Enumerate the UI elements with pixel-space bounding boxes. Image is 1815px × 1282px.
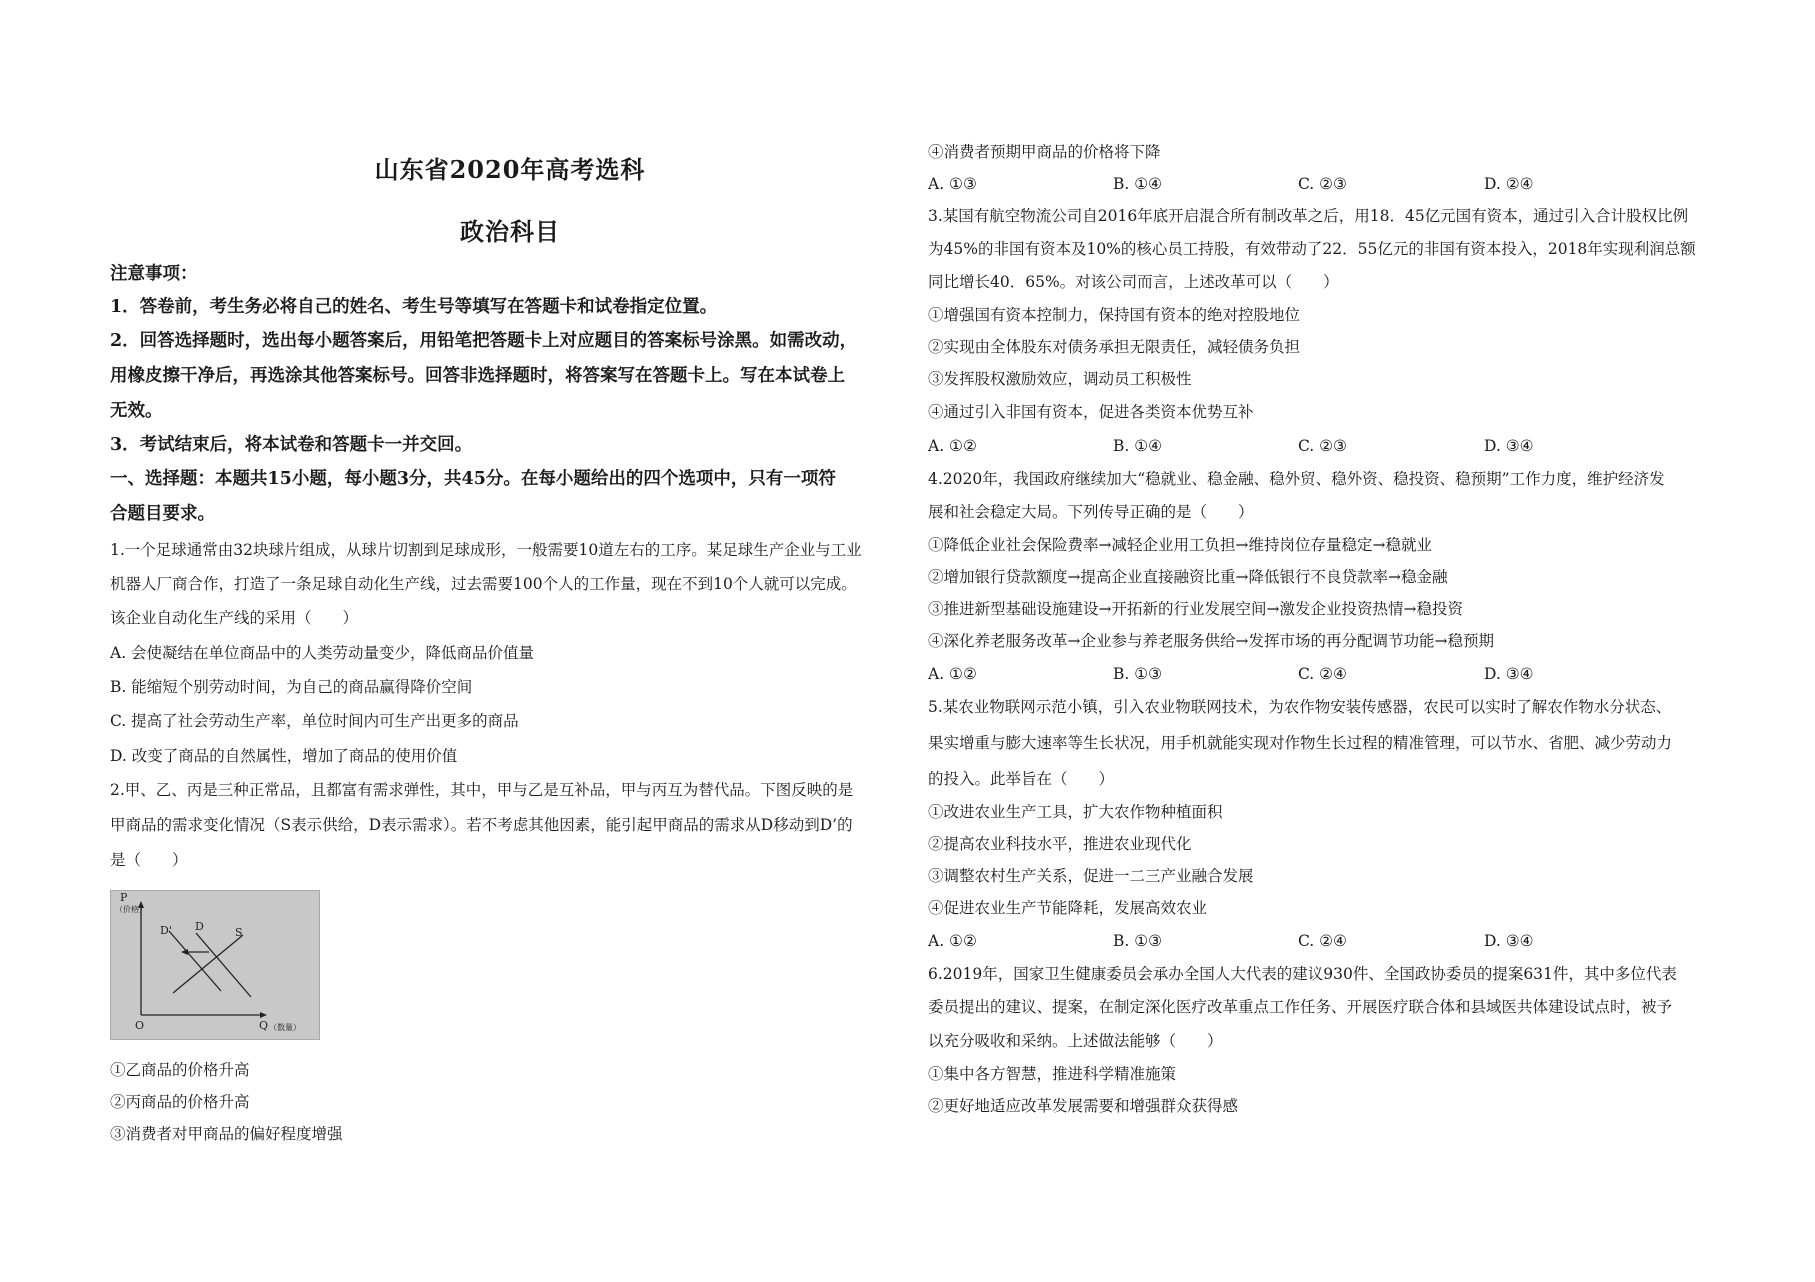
q-axis-label: Q — [259, 1019, 269, 1032]
q4-choice-c: C. ②④ — [1298, 665, 1347, 683]
q5-statement-4: ④促进农业生产节能降耗，发展高效农业 — [928, 899, 1208, 917]
origin-label: O — [135, 1019, 145, 1032]
q3-statement-1: ①增强国有资本控制力，保持国有资本的绝对控股地位 — [928, 306, 1301, 324]
q2-choice-d: D. ②④ — [1484, 175, 1534, 193]
q2-stem-line3: 是（ ） — [110, 851, 188, 869]
notice-item-1: 1．答卷前，考生务必将自己的姓名、考生号等填写在答题卡和试卷指定位置。 — [110, 297, 718, 317]
q2-choice-a: A. ①③ — [928, 175, 977, 193]
p-axis-sublabel: （价格） — [115, 905, 147, 914]
section-heading-line1: 一、选择题：本题共15小题，每小题3分，共45分。在每小题给出的四个选项中，只有一项符 — [110, 469, 836, 489]
q2-statement-1: ①乙商品的价格升高 — [110, 1061, 250, 1079]
notice-item-2-line1: 2．回答选择题时，选出每小题答案后，用铅笔把答题卡上对应题目的答案标号涂黑。如需改动， — [110, 331, 858, 351]
q4-choice-a: A. ①② — [928, 665, 977, 683]
q1-stem-line3: 该企业自动化生产线的采用（ ） — [110, 609, 359, 627]
q4-statement-4: ④深化养老服务改革→企业参与养老服务供给→发挥市场的再分配调节功能→稳预期 — [928, 632, 1494, 650]
q3-statement-4: ④通过引入非国有资本，促进各类资本优势互补 — [928, 403, 1254, 421]
section-heading-line2: 合题目要求。 — [110, 504, 215, 524]
exam-title: 山东省2020年高考选科 — [374, 155, 646, 184]
q5-statement-3: ③调整农村生产关系，促进一二三产业融合发展 — [928, 867, 1254, 885]
q3-stem-line1: 3.某国有航空物流公司自2016年底开启混合所有制改革之后，用18．45亿元国有资本，通过引入合计股权比例 — [928, 207, 1689, 225]
q2-statement-4: ④消费者预期甲商品的价格将下降 — [928, 143, 1161, 161]
q1-option-c: C. 提高了社会劳动生产率，单位时间内可生产出更多的商品 — [110, 712, 519, 730]
q4-stem-line1: 4.2020年，我国政府继续加大“稳就业、稳金融、稳外贸、稳外资、稳投资、稳预期”工作力度，维护经济发 — [928, 470, 1665, 488]
q2-stem-line1: 2.甲、乙、丙是三种正常品，且都富有需求弹性，其中，甲与乙是互补品，甲与丙互为替代品。下图反映的是 — [110, 781, 854, 799]
d-prime-label: D' — [160, 924, 172, 937]
q5-stem-line2: 果实增重与膨大速率等生长状况，用手机就能实现对作物生长过程的精准管理，可以节水、省肥、减少劳动力 — [928, 734, 1673, 752]
q-axis-arrow — [260, 1012, 267, 1018]
d-label: D — [195, 920, 204, 933]
q6-stem-line3: 以充分吸收和采纳。上述做法能够（ ） — [928, 1032, 1223, 1050]
q3-statement-2: ②实现由全体股东对债务承担无限责任，减轻债务负担 — [928, 338, 1301, 356]
q5-stem-line3: 的投入。此举旨在（ ） — [928, 770, 1115, 788]
q5-choice-c: C. ②④ — [1298, 932, 1347, 950]
s-label: S — [235, 926, 243, 939]
q4-stem-line2: 展和社会稳定大局。下列传导正确的是（ ） — [928, 503, 1254, 521]
supply-curve-s — [173, 935, 243, 993]
q2-choice-c: C. ②③ — [1298, 175, 1347, 193]
notice-item-3: 3．考试结束后，将本试卷和答题卡一并交回。 — [110, 435, 473, 455]
q5-choice-b: B. ①③ — [1113, 932, 1163, 950]
q1-stem-line1: 1.一个足球通常由32块球片组成，从球片切割到足球成形，一般需要10道左右的工序。某足球生产企业与工业 — [110, 541, 862, 559]
q3-choice-b: B. ①④ — [1113, 437, 1163, 455]
q2-statement-3: ③消费者对甲商品的偏好程度增强 — [110, 1125, 343, 1143]
q5-statement-2: ②提高农业科技水平，推进农业现代化 — [928, 835, 1192, 853]
q4-statement-3: ③推进新型基础设施建设→开拓新的行业发展空间→激发企业投资热情→稳投资 — [928, 600, 1463, 618]
q6-statement-2: ②更好地适应改革发展需要和增强群众获得感 — [928, 1097, 1239, 1115]
exam-subject: 政治科目 — [460, 217, 560, 246]
q3-stem-line3: 同比增长40．65%。对该公司而言，上述改革可以（ ） — [928, 273, 1339, 291]
q1-option-b: B. 能缩短个别劳动时间，为自己的商品赢得降价空间 — [110, 678, 473, 696]
q6-stem-line2: 委员提出的建议、提案，在制定深化医疗改革重点工作任务、开展医疗联合体和县域医共体建设试点时，被予 — [928, 998, 1673, 1016]
notice-item-2-line2: 用橡皮擦干净后，再选涂其他答案标号。回答非选择题时，将答案写在答题卡上。写在本试卷上 — [110, 366, 845, 386]
q1-option-a: A. 会使凝结在单位商品中的人类劳动量变少，降低商品价值量 — [110, 644, 535, 662]
q3-choice-c: C. ②③ — [1298, 437, 1347, 455]
q3-choice-a: A. ①② — [928, 437, 977, 455]
demand-curve-d — [196, 933, 251, 997]
q5-stem-line1: 5.某农业物联网示范小镇，引入农业物联网技术，为农作物安装传感器，农民可以实时了解农作物水分状态、 — [928, 698, 1672, 716]
q5-choice-d: D. ③④ — [1484, 932, 1534, 950]
notice-heading: 注意事项： — [110, 264, 198, 284]
q2-choice-b: B. ①④ — [1113, 175, 1163, 193]
q1-option-d: D. 改变了商品的自然属性，增加了商品的使用价值 — [110, 747, 458, 765]
q6-stem-line1: 6.2019年，国家卫生健康委员会承办全国人大代表的建议930件、全国政协委员的提案631件，其中多位代表 — [928, 965, 1677, 983]
q2-stem-line2: 甲商品的需求变化情况（S表示供给，D表示需求）。若不考虑其他因素，能引起甲商品的需求从D移动到D’的 — [110, 816, 853, 834]
q4-statement-2: ②增加银行贷款额度→提高企业直接融资比重→降低银行不良贷款率→稳金融 — [928, 568, 1448, 586]
supply-demand-graph — [110, 890, 320, 1040]
q4-choice-d: D. ③④ — [1484, 665, 1534, 683]
p-axis-label: P — [120, 891, 128, 904]
q1-stem-line2: 机器人厂商合作，打造了一条足球自动化生产线，过去需要100个人的工作量，现在不到10个人就可以完成。 — [110, 575, 857, 593]
q4-statement-1: ①降低企业社会保险费率→减轻企业用工负担→维持岗位存量稳定→稳就业 — [928, 536, 1432, 554]
q3-choice-d: D. ③④ — [1484, 437, 1534, 455]
q2-statement-2: ②丙商品的价格升高 — [110, 1093, 250, 1111]
q4-choice-b: B. ①③ — [1113, 665, 1163, 683]
demand-curve-d-prime — [169, 931, 221, 991]
q5-statement-1: ①改进农业生产工具，扩大农作物种植面积 — [928, 803, 1223, 821]
q3-stem-line2: 为45%的非国有资本及10%的核心员工持股，有效带动了22．55亿元的非国有资本投入，2018年实现利润总额 — [928, 240, 1696, 258]
notice-item-2-line3: 无效。 — [110, 401, 163, 421]
q6-statement-1: ①集中各方智慧，推进科学精准施策 — [928, 1065, 1177, 1083]
shift-arrow-head — [181, 949, 188, 955]
q3-statement-3: ③发挥股权激励效应，调动员工积极性 — [928, 370, 1192, 388]
q-axis-sublabel: （数量） — [269, 1023, 301, 1032]
q5-choice-a: A. ①② — [928, 932, 977, 950]
